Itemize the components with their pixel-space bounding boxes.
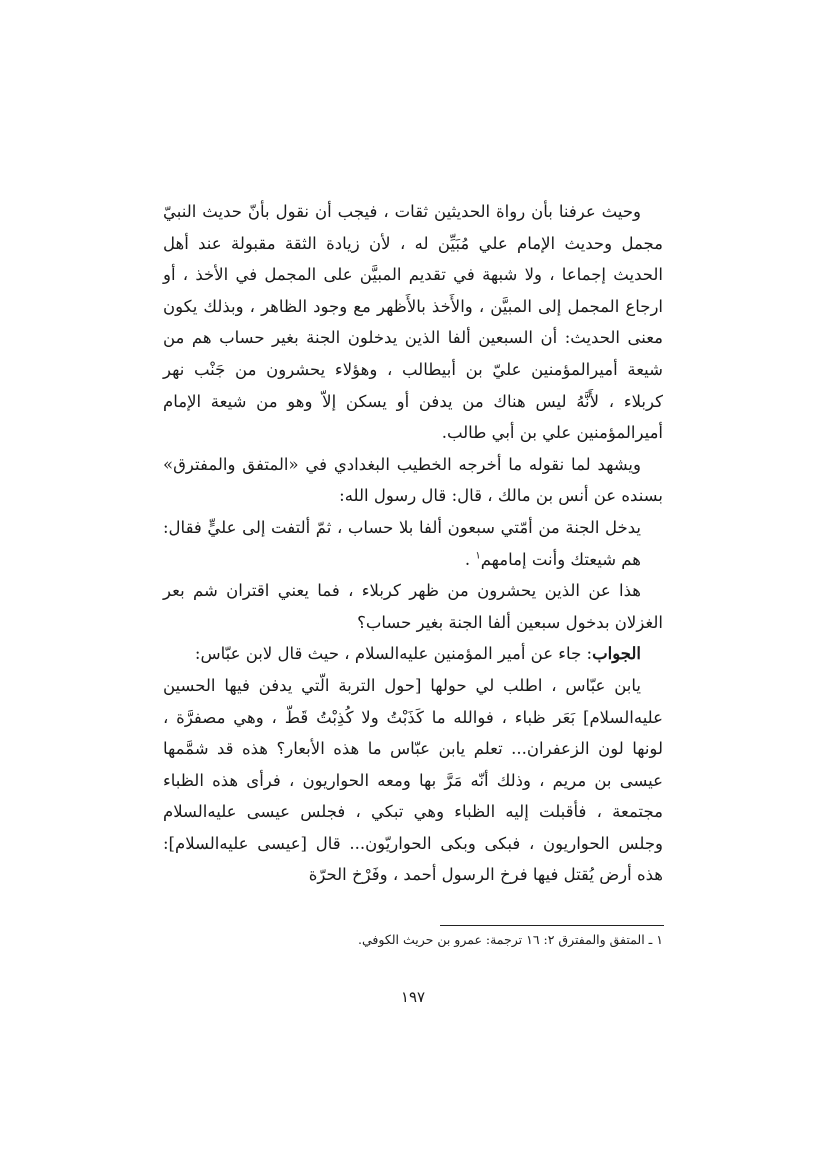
- page-number: ١٩٧: [400, 988, 426, 1006]
- narration-quote: يابن عبّاس ، اطلب لي حولها [حول التربة الّتي يدفن فيها الحسين عليه‌السلام] بَعَر ظباء ، فوالله ما كَذَبْتُ ولا كُذِبْتُ قَطّ ، وهي مصفرَّة ، لونها لون الزعفران... تعلم يابن عبّاس ما هذه الأبعار؟ هذه قد شمَّمها عيسى بن مريم ، وذلك أنّه مَرَّ بها ومعه الحواريون ، فرأى هذه الظباء مجتمعة ، فأقبلت إليه الظباء وهي تبكي ، فجلس عيسى عليه‌السلام وجلس الحواريون ، فبكى وبكى الحواريّون... قال [عيسى عليه‌السلام]: هذه أرض يُقتل فيها فرخ الرسول أحمد ، وفَرْخ الحرّة: [163, 675, 663, 885]
- hadith-quote-text: يدخل الجنة من أمّتي سبعون ألفا بلا حساب ، ثمّ ألتفت إلى عليٍّ فقال: هم شيعتك وأنت إمامهم: [163, 517, 641, 569]
- main-text: [163, 196, 663, 891]
- paragraph-2: ويشهد لما نقوله ما أخرجه الخطيب البغدادي في «المتفق والمفترق» بسنده عن أنس بن مالك ، قال: قال رسول الله:: [163, 454, 663, 506]
- hadith-quote: يدخل الجنة من أمّتي سبعون ألفا بلا حساب ، ثمّ ألتفت إلى عليٍّ فقال: هم شيعتك وأنت إمامهم$^١$ .: [163, 517, 641, 569]
- answer-text: : جاء عن أمير المؤمنين عليه‌السلام ، حيث قال لابن عبّاس:: [194, 644, 593, 664]
- footnote-separator: [440, 925, 664, 926]
- answer-paragraph: [163, 638, 663, 670]
- answer-label: الجواب: [592, 644, 641, 664]
- footnote-ref: ١: [475, 550, 481, 562]
- paragraph-1: وحيث عرفنا بأن رواة الحديثين ثقات ، فيجب أن نقول بأنّ حديث النبيّ مجمل وحديث الإمام علي مُبَيِّن له ، لأن زيادة الثقة مقبولة عند أهل الحديث إجماعا ، ولا شبهة في تقديم المبيَّن على المجمل في الأخذ ، أو ارجاع المجمل إلى المبيَّن ، والأَخذ بالأَظهر مع وجود الظاهر ، وبذلك يكون معنى الحديث: أن السبعين ألفا الذين يدخلون الجنة بغير حساب هم من شيعة أميرالمؤمنين عليّ بن أبيطالب ، وهؤلاء يحشرون من جَنْب نهر كربلاء ، لأَنَّهُ ليس هناك من يدفن أو يسكن إلاّ وهو من شيعة الإمام أميرالمؤمنين علي بن أبي طالب.: [163, 202, 663, 443]
- paragraph-3: هذا عن الذين يحشرون من ظهر كربلاء ، فما يعني اقتران شم بعر الغزلان بدخول سبعين ألفا الجنة بغير حساب؟: [163, 581, 663, 632]
- footnote: ١ ـ المتفق والمفترق ٢: ١٦ ترجمة: عمرو بن حريث الكوفي.: [358, 932, 663, 947]
